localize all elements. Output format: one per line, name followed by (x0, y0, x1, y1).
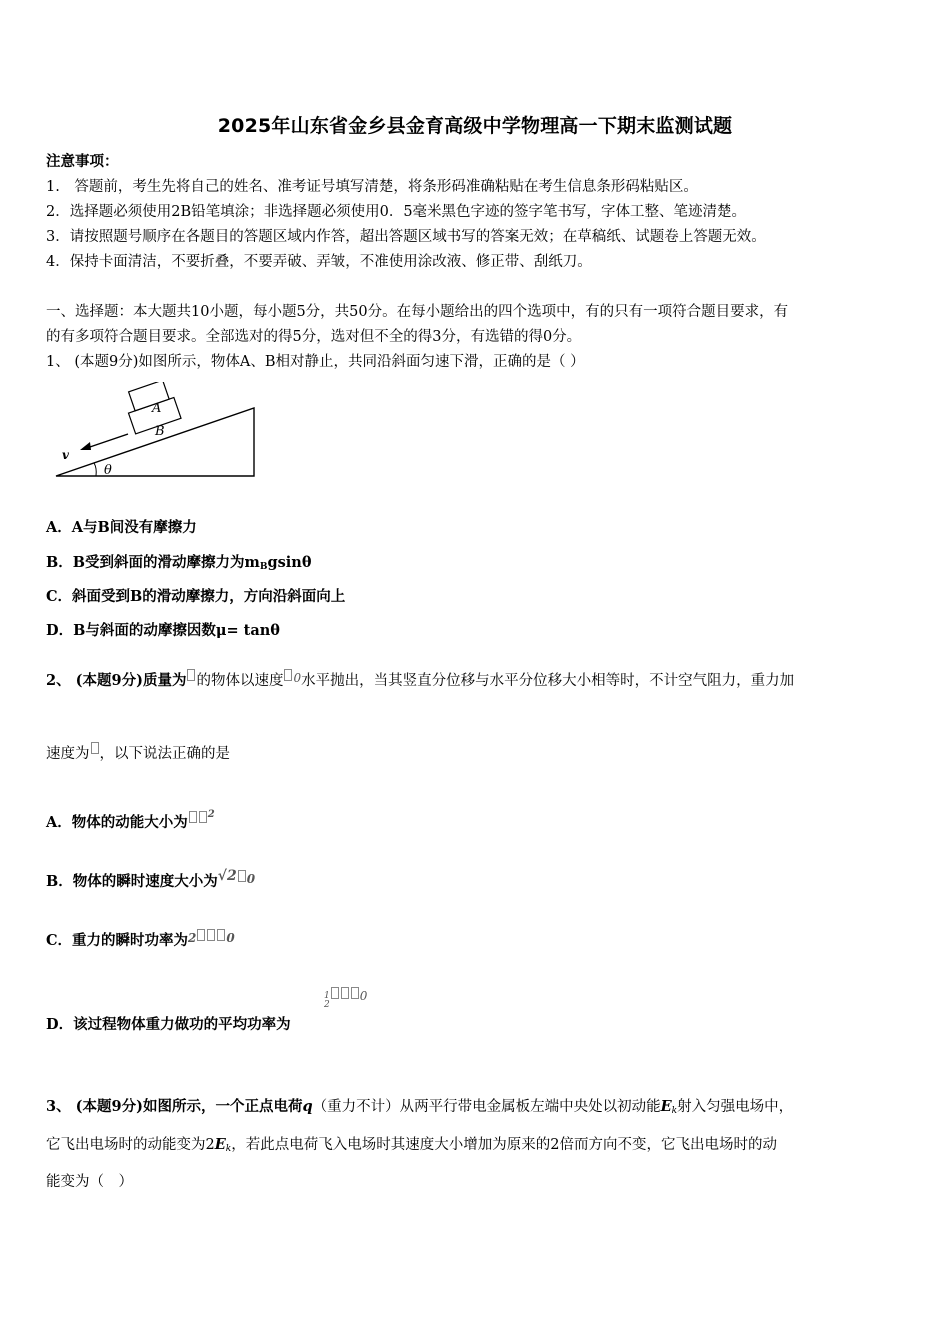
notice-item-1: 1. 答题前，考生先将自己的姓名、准考证号填写清楚，将条形码准确粘贴在考生信息条形码粘贴区。 (46, 179, 698, 195)
notice-item-3: 3．请按照题号顺序在各题目的答题区域内作答，超出答题区域书写的答案无效；在草稿纸、试题卷上答题无效。 (46, 229, 766, 245)
section-intro-line-1: 一、选择题：本大题共10小题，每小题5分，共50分。在每小题给出的四个选项中，有的只有一项符合题目要求，有 (46, 304, 789, 320)
q2-option-c: C．重力的瞬时功率为$^2$ $^0$ (46, 931, 235, 949)
q1-option-b: B．B受到斜面的滑动摩擦力为$m_Bgsin\theta$ (46, 554, 312, 572)
velocity-arrow (84, 434, 128, 449)
q1-stem: 1、 (本题9分)如图所示，物体A、B相对静止，共同沿斜面匀速下滑，正确的是（ ） (46, 354, 585, 370)
q3-line-1: 3、 (本题9分)如图所示，一个正点电荷q（重力不计）从两平行带电金属板左端中央处以初动能$E_k$射入匀强电场中， (46, 1098, 794, 1116)
q2-option-b: B．物体的瞬时速度大小为√2 $^0$ (46, 868, 256, 890)
q1-option-a: A．A与B间没有摩擦力 (46, 519, 197, 536)
label-a: A (152, 401, 162, 416)
q2-stem-line-1: 2、 (本题9分)质量为 的物体以速度 $^0$水平抛出，当其竖直分位移与水平分位移大小相等时，不计空气阻力，重力加 (46, 671, 795, 689)
section-intro-line-2: 的有多项符合题目要求。全部选对的得5分，选对但不全的得3分，有选错的得0分。 (46, 329, 582, 345)
label-v: v (62, 448, 69, 462)
notice-heading: 注意事项： (46, 153, 119, 170)
q1-option-c: C．斜面受到B的滑动摩擦力，方向沿斜面向上 (46, 588, 346, 605)
label-b: B (155, 424, 165, 439)
q1-option-d: D．B与斜面的动摩擦因数μ= tanθ (46, 622, 280, 639)
q3-line-3: 能变为（ ） (46, 1174, 133, 1190)
q2-stem-line-2: 速度为 ，以下说法正确的是 (46, 742, 230, 764)
q2-option-d: D．该过程物体重力做功的平均功率为 (46, 1016, 291, 1033)
placeholder-m-icon (187, 669, 195, 681)
q2-option-d-formula: 1 $2^0$ (324, 989, 368, 1010)
q3-line-2: 它飞出电场时的动能变为$2E_k$，若此点电荷飞入电场时其速度大小增加为原来的2倍而方向不变，它飞出电场时的动 (46, 1136, 777, 1154)
placeholder-g-icon (91, 742, 99, 754)
velocity-arrow-head (80, 442, 91, 450)
page-title: 2025年山东省金乡县金育高级中学物理高一下期末监测试题 (217, 115, 733, 137)
incline-figure (50, 382, 260, 482)
placeholder-v-icon (284, 669, 292, 681)
notice-item-2: 2．选择题必须使用2B铅笔填涂；非选择题必须使用0．5毫米黑色字迹的签字笔书写，字体工整、笔迹清楚。 (46, 204, 747, 220)
label-theta: θ (104, 463, 112, 478)
notice-item-4: 4．保持卡面清洁，不要折叠，不要弄破、弄皱，不准使用涂改液、修正带、刮纸刀。 (46, 254, 592, 270)
q2-option-a: A．物体的动能大小为 $^2$ (46, 809, 215, 831)
